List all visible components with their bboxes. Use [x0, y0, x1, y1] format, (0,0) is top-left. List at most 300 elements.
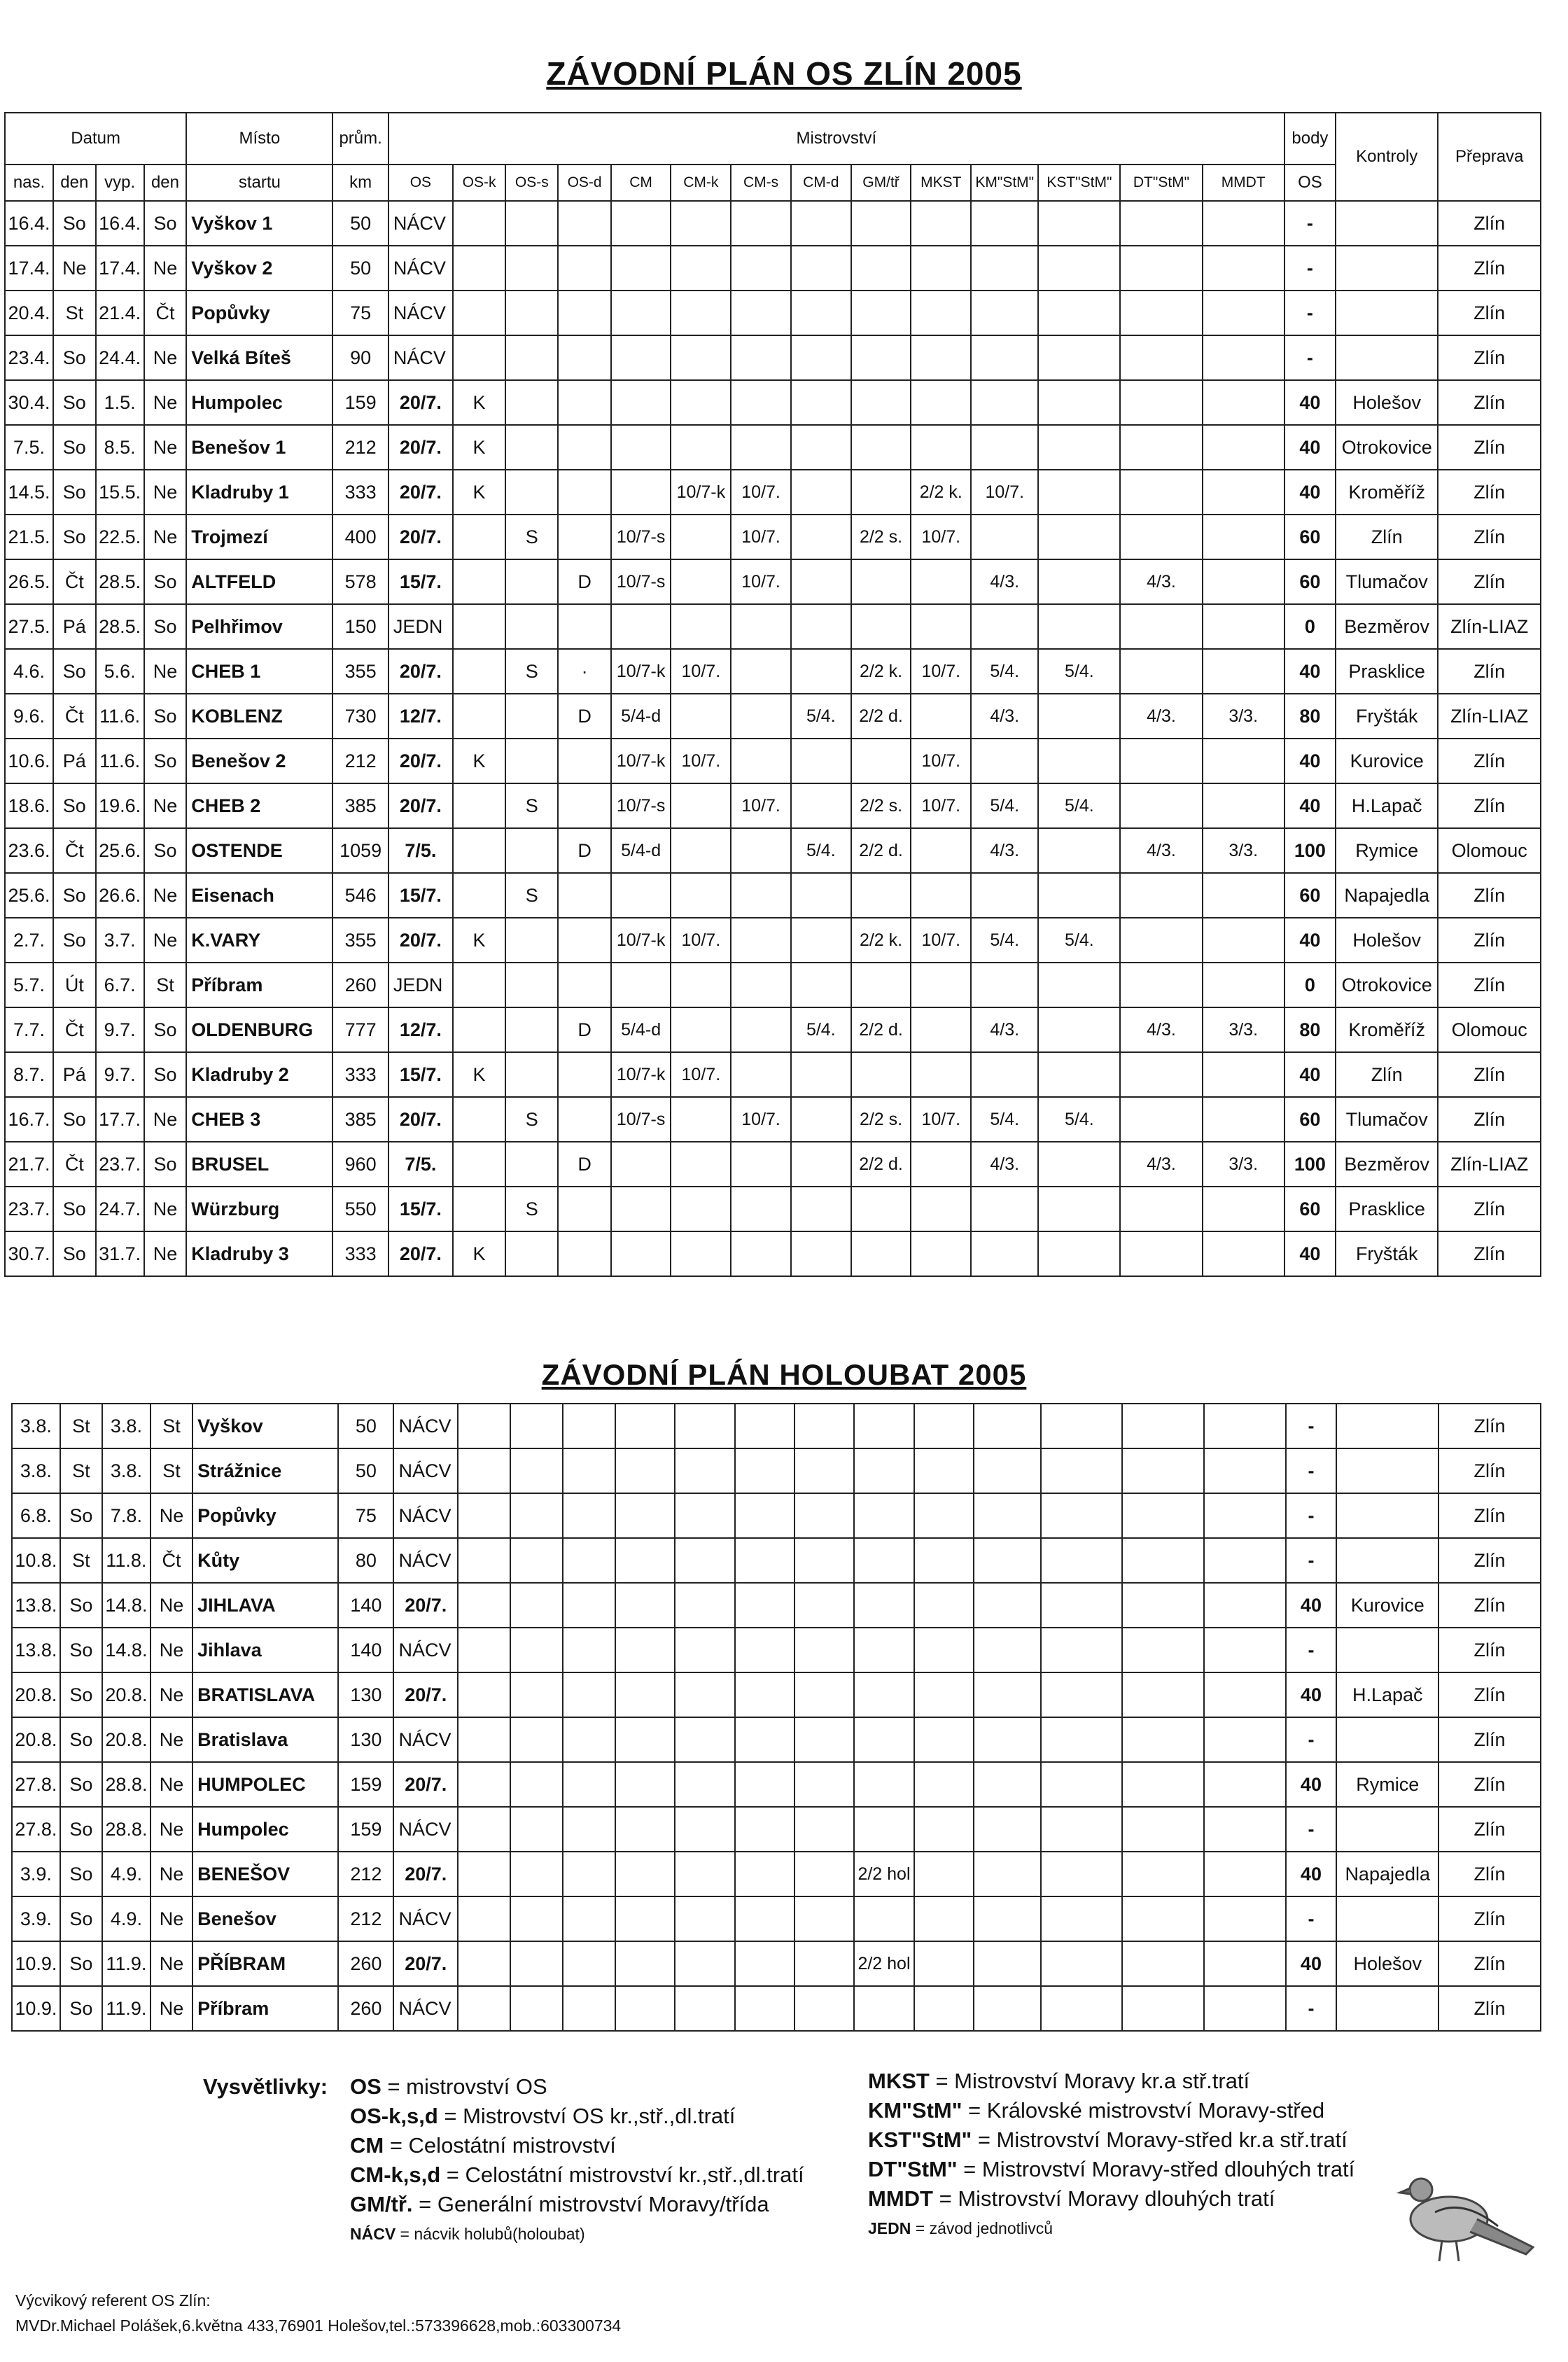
cell-os-k	[453, 1142, 505, 1187]
cell-den-vyp: Ne	[150, 1628, 192, 1672]
cell-kst-stm	[1041, 1628, 1123, 1672]
cell-cm-d	[791, 335, 851, 380]
cell-place: CHEB 2	[186, 783, 332, 828]
cell-vyp: 3.7.	[96, 918, 144, 963]
footer-contact: MVDr.Michael Polášek,6.května 433,76901 Holešov,tel.:573396628,mob.:603300734	[15, 2316, 622, 2335]
cell-place: Bratislava	[192, 1717, 338, 1762]
cell-kontroly	[1336, 1986, 1438, 2031]
cell-cm-s	[735, 1807, 794, 1852]
table-row	[5, 739, 1541, 783]
cell-cm-s	[731, 649, 791, 694]
cell-nas: 13.8.	[12, 1583, 60, 1628]
cell-den-vyp: Ne	[150, 1852, 192, 1896]
cell-cm-s	[735, 1583, 794, 1628]
cell-place: OSTENDE	[186, 828, 332, 873]
cell-preprava: Zlín	[1438, 1807, 1541, 1852]
cell-os-k	[453, 873, 505, 918]
cell-os-d	[563, 1852, 615, 1896]
cell-place: BRATISLAVA	[192, 1672, 338, 1717]
cell-cm-s	[731, 604, 791, 649]
cell-os: NÁCV	[388, 291, 453, 335]
header-mistrovstvi: Mistrovství	[388, 113, 1284, 165]
cell-mmdt	[1203, 1052, 1284, 1097]
cell-mmdt: 3/3.	[1203, 1007, 1284, 1052]
header-den2: den	[144, 165, 187, 201]
cell-preprava: Zlín	[1438, 649, 1541, 694]
cell-km-stm	[971, 291, 1038, 335]
cell-nas: 3.9.	[12, 1852, 60, 1896]
cell-kontroly: Tlumačov	[1336, 1097, 1438, 1142]
cell-os-d: D	[558, 828, 610, 873]
cell-os-d	[563, 1941, 615, 1986]
cell-nas: 27.5.	[5, 604, 53, 649]
header-col-10: KM"StM"	[971, 165, 1038, 201]
cell-kst-stm	[1041, 1852, 1123, 1896]
cell-cm-d	[791, 918, 851, 963]
cell-gm-tr	[851, 425, 911, 470]
cell-mkst: 10/7.	[911, 649, 971, 694]
cell-os-d	[558, 335, 610, 380]
cell-os-k	[453, 246, 505, 291]
cell-dt-stm	[1122, 1493, 1204, 1538]
cell-mkst: 10/7.	[911, 739, 971, 783]
cell-nas: 9.6.	[5, 694, 53, 739]
legend-desc: = Mistrovství Moravy-střed kr.a stř.tratí	[972, 2127, 1348, 2152]
cell-kontroly	[1336, 246, 1438, 291]
cell-mmdt	[1203, 604, 1284, 649]
cell-place: ALTFELD	[186, 559, 332, 604]
cell-dt-stm: 4/3.	[1120, 828, 1202, 873]
cell-cm-s	[735, 1762, 794, 1807]
cell-place: CHEB 1	[186, 649, 332, 694]
cell-mmdt	[1204, 1628, 1286, 1672]
cell-kontroly: Prasklice	[1336, 1187, 1438, 1231]
cell-nas: 23.7.	[5, 1187, 53, 1231]
cell-mmdt	[1203, 335, 1284, 380]
cell-os: 20/7.	[388, 739, 453, 783]
cell-den-nas: So	[53, 201, 96, 246]
cell-place: Popůvky	[186, 291, 332, 335]
cell-cm	[611, 1231, 671, 1276]
cell-body: 60	[1284, 873, 1336, 918]
cell-os: 20/7.	[388, 425, 453, 470]
cell-km: 550	[332, 1187, 388, 1231]
cell-preprava: Zlín	[1438, 1448, 1541, 1493]
cell-dt-stm	[1120, 470, 1202, 515]
cell-os-d	[563, 1404, 615, 1448]
cell-preprava: Zlín	[1438, 425, 1541, 470]
cell-body: -	[1284, 201, 1336, 246]
cell-os-k: K	[453, 380, 505, 425]
cell-den-vyp: St	[150, 1448, 192, 1493]
cell-os-d	[563, 1448, 615, 1493]
cell-nas: 20.8.	[12, 1717, 60, 1762]
cell-body: -	[1284, 246, 1336, 291]
cell-os: 12/7.	[388, 694, 453, 739]
table-row	[12, 1538, 1541, 1583]
cell-cm-d	[794, 1986, 854, 2031]
cell-mmdt	[1204, 1807, 1286, 1852]
cell-body: 40	[1286, 1941, 1337, 1986]
cell-mmdt	[1203, 783, 1284, 828]
cell-kst-stm	[1038, 963, 1120, 1007]
cell-dt-stm	[1122, 1852, 1204, 1896]
cell-cm-k	[675, 1538, 734, 1583]
cell-kontroly: Zlín	[1336, 1052, 1438, 1097]
cell-nas: 4.6.	[5, 649, 53, 694]
cell-os-d	[563, 1762, 615, 1807]
cell-kontroly	[1336, 291, 1438, 335]
cell-cm-s	[735, 1717, 794, 1762]
cell-gm-tr	[854, 1493, 913, 1538]
table-row	[5, 425, 1541, 470]
legend-key: OS	[350, 2074, 382, 2099]
cell-preprava: Zlín	[1438, 1896, 1541, 1941]
cell-place: Vyškov 2	[186, 246, 332, 291]
cell-km-stm	[971, 739, 1038, 783]
cell-preprava: Zlín-LIAZ	[1438, 1142, 1541, 1187]
cell-vyp: 17.4.	[96, 246, 144, 291]
cell-gm-tr	[854, 1628, 913, 1672]
cell-den-nas: So	[60, 1583, 102, 1628]
cell-nas: 5.7.	[5, 963, 53, 1007]
cell-km: 960	[332, 1142, 388, 1187]
cell-cm-k: 10/7.	[671, 649, 731, 694]
cell-mmdt	[1203, 963, 1284, 1007]
cell-den-nas: Čt	[53, 1142, 96, 1187]
cell-cm	[611, 873, 671, 918]
cell-kst-stm: 5/4.	[1038, 918, 1120, 963]
cell-body: 80	[1284, 1007, 1336, 1052]
cell-vyp: 28.8.	[102, 1807, 150, 1852]
cell-preprava: Zlín	[1438, 1628, 1541, 1672]
cell-os-d	[558, 873, 610, 918]
cell-nas: 3.9.	[12, 1896, 60, 1941]
cell-preprava: Zlín	[1438, 783, 1541, 828]
young-title: ZÁVODNÍ PLÁN HOLOUBAT 2005	[541, 1358, 1027, 1391]
cell-km: 333	[332, 1231, 388, 1276]
table-row	[5, 1097, 1541, 1142]
cell-os-s	[505, 425, 558, 470]
cell-dt-stm	[1122, 1762, 1204, 1807]
cell-place: K.VARY	[186, 918, 332, 963]
table-row	[5, 246, 1541, 291]
cell-mmdt	[1203, 470, 1284, 515]
legend-key: JEDN	[868, 2219, 911, 2237]
cell-mmdt	[1203, 201, 1284, 246]
cell-mmdt	[1204, 1717, 1286, 1762]
header-col-8: GM/tř	[851, 165, 911, 201]
cell-nas: 17.4.	[5, 246, 53, 291]
cell-cm-d	[794, 1807, 854, 1852]
cell-km: 355	[332, 649, 388, 694]
cell-gm-tr: 2/2 d.	[851, 694, 911, 739]
cell-kst-stm	[1038, 380, 1120, 425]
cell-body: 80	[1284, 694, 1336, 739]
cell-cm-d	[791, 291, 851, 335]
cell-cm-k	[671, 291, 731, 335]
cell-cm-k	[675, 1852, 734, 1896]
cell-os-k	[453, 649, 505, 694]
cell-cm-d	[791, 963, 851, 1007]
cell-os-s	[505, 1231, 558, 1276]
table-row	[12, 1896, 1541, 1941]
cell-os-s	[510, 1448, 563, 1493]
cell-os-k	[458, 1896, 510, 1941]
cell-kontroly: Prasklice	[1336, 649, 1438, 694]
cell-kontroly	[1336, 1404, 1438, 1448]
cell-cm-d	[791, 649, 851, 694]
cell-kst-stm	[1038, 1187, 1120, 1231]
cell-den-vyp: Čt	[144, 291, 187, 335]
cell-den-vyp: Ne	[150, 1896, 192, 1941]
cell-den-vyp: Ne	[144, 380, 187, 425]
cell-place: OLDENBURG	[186, 1007, 332, 1052]
cell-vyp: 8.5.	[96, 425, 144, 470]
cell-km-stm: 10/7.	[971, 470, 1038, 515]
header-col-13: MMDT	[1203, 165, 1284, 201]
cell-body: 60	[1284, 1097, 1336, 1142]
cell-os-s	[505, 1007, 558, 1052]
cell-km-stm: 5/4.	[971, 649, 1038, 694]
cell-cm-d	[794, 1538, 854, 1583]
cell-mkst	[911, 1052, 971, 1097]
cell-nas: 10.6.	[5, 739, 53, 783]
cell-km-stm	[974, 1941, 1041, 1986]
cell-os-s	[505, 291, 558, 335]
cell-mkst: 10/7.	[911, 918, 971, 963]
cell-mkst	[914, 1672, 974, 1717]
cell-body: 100	[1284, 828, 1336, 873]
cell-kontroly: Kurovice	[1336, 1583, 1438, 1628]
cell-cm-k	[671, 963, 731, 1007]
cell-kst-stm	[1038, 739, 1120, 783]
cell-cm-d	[791, 425, 851, 470]
cell-place: Vyškov 1	[186, 201, 332, 246]
cell-nas: 20.8.	[12, 1672, 60, 1717]
cell-os-d: D	[558, 559, 610, 604]
cell-os-k: K	[453, 739, 505, 783]
cell-km: 75	[332, 291, 388, 335]
cell-os: 15/7.	[388, 1187, 453, 1231]
cell-gm-tr	[854, 1672, 913, 1717]
cell-vyp: 9.7.	[96, 1052, 144, 1097]
cell-preprava: Zlín	[1438, 1986, 1541, 2031]
cell-cm-k	[671, 828, 731, 873]
cell-dt-stm	[1120, 1052, 1202, 1097]
cell-os-k	[453, 604, 505, 649]
cell-km: 355	[332, 918, 388, 963]
cell-mkst	[914, 1717, 974, 1762]
cell-dt-stm	[1122, 1583, 1204, 1628]
cell-cm	[611, 380, 671, 425]
cell-cm-d	[791, 380, 851, 425]
cell-cm-s: 10/7.	[731, 1097, 791, 1142]
cell-place: KOBLENZ	[186, 694, 332, 739]
legend-key: NÁCV	[350, 2225, 396, 2243]
cell-nas: 16.7.	[5, 1097, 53, 1142]
legend-desc: = závod jednotlivců	[911, 2219, 1054, 2237]
cell-os-k: K	[453, 425, 505, 470]
cell-vyp: 11.9.	[102, 1986, 150, 2031]
cell-km: 260	[338, 1986, 393, 2031]
cell-vyp: 11.8.	[102, 1538, 150, 1583]
header-body: body	[1284, 113, 1336, 165]
cell-cm-s	[731, 1142, 791, 1187]
cell-den-vyp: Čt	[150, 1538, 192, 1583]
cell-body: 40	[1284, 649, 1336, 694]
table-row	[5, 649, 1541, 694]
header-preprava: Přeprava	[1438, 113, 1541, 201]
cell-os-d	[558, 515, 610, 559]
cell-os-d	[558, 246, 610, 291]
cell-mkst	[911, 201, 971, 246]
cell-cm-k	[675, 1717, 734, 1762]
cell-kontroly: Holešov	[1336, 380, 1438, 425]
cell-cm-k	[671, 604, 731, 649]
cell-km-stm	[971, 873, 1038, 918]
cell-nas: 26.5.	[5, 559, 53, 604]
cell-kst-stm	[1041, 1493, 1123, 1538]
cell-kontroly: Kroměříž	[1336, 470, 1438, 515]
cell-os: 20/7.	[393, 1762, 458, 1807]
cell-cm-k	[671, 1097, 731, 1142]
cell-cm-k	[671, 1142, 731, 1187]
cell-km: 260	[338, 1941, 393, 1986]
cell-os-s	[510, 1404, 563, 1448]
cell-den-vyp: Ne	[144, 783, 187, 828]
cell-cm-s	[735, 1986, 794, 2031]
header-col-3: OS-d	[558, 165, 610, 201]
cell-nas: 10.9.	[12, 1941, 60, 1986]
cell-mkst	[911, 828, 971, 873]
cell-os-k	[453, 828, 505, 873]
cell-preprava: Zlín	[1438, 1493, 1541, 1538]
table-row	[5, 515, 1541, 559]
cell-cm-s	[735, 1404, 794, 1448]
cell-os-s	[505, 201, 558, 246]
cell-os-k	[453, 1007, 505, 1052]
cell-cm	[615, 1807, 675, 1852]
cell-km: 50	[338, 1448, 393, 1493]
cell-cm	[611, 291, 671, 335]
cell-km-stm	[974, 1493, 1041, 1538]
legend-key: CM-k,s,d	[350, 2162, 441, 2187]
cell-kontroly: Rymice	[1336, 828, 1438, 873]
cell-cm-s	[731, 291, 791, 335]
cell-os-d	[558, 425, 610, 470]
cell-body: 40	[1284, 739, 1336, 783]
cell-cm-s	[731, 1187, 791, 1231]
cell-os-d	[558, 1231, 610, 1276]
cell-km-stm	[971, 963, 1038, 1007]
cell-body: -	[1284, 291, 1336, 335]
header-prum: prům.	[332, 113, 388, 165]
cell-kst-stm	[1038, 425, 1120, 470]
cell-den-nas: So	[53, 335, 96, 380]
cell-cm	[611, 1187, 671, 1231]
cell-kst-stm	[1041, 1762, 1123, 1807]
cell-preprava: Zlín	[1438, 470, 1541, 515]
cell-os-s	[510, 1986, 563, 2031]
cell-os-k	[458, 1852, 510, 1896]
cell-os: NÁCV	[393, 1807, 458, 1852]
cell-body: -	[1286, 1986, 1337, 2031]
cell-body: 40	[1284, 783, 1336, 828]
cell-mkst: 2/2 k.	[911, 470, 971, 515]
cell-den-nas: Ne	[53, 246, 96, 291]
cell-km-stm	[974, 1404, 1041, 1448]
cell-cm-s: 10/7.	[731, 559, 791, 604]
cell-cm: 5/4-d	[611, 828, 671, 873]
cell-mmdt	[1203, 649, 1284, 694]
cell-preprava: Olomouc	[1438, 828, 1541, 873]
cell-os: 12/7.	[388, 1007, 453, 1052]
cell-mmdt	[1204, 1986, 1286, 2031]
cell-mmdt	[1203, 1231, 1284, 1276]
footer	[15, 2288, 621, 2338]
cell-os-d	[563, 1583, 615, 1628]
cell-km-stm	[974, 1538, 1041, 1583]
cell-os-k	[453, 1187, 505, 1231]
cell-km: 1059	[332, 828, 388, 873]
cell-place: Humpolec	[192, 1807, 338, 1852]
cell-cm-s	[731, 739, 791, 783]
cell-mkst	[911, 246, 971, 291]
cell-os-k: K	[453, 470, 505, 515]
cell-vyp: 1.5.	[96, 380, 144, 425]
cell-place: Velká Bíteš	[186, 335, 332, 380]
cell-kst-stm	[1038, 1052, 1120, 1097]
cell-os: NÁCV	[393, 1717, 458, 1762]
cell-den-vyp: Ne	[150, 1986, 192, 2031]
cell-km-stm: 4/3.	[971, 1007, 1038, 1052]
cell-kst-stm	[1041, 1896, 1123, 1941]
cell-cm-d	[791, 604, 851, 649]
table-row	[12, 1448, 1541, 1493]
cell-km: 385	[332, 783, 388, 828]
header-col-5: CM-k	[671, 165, 731, 201]
cell-os: 20/7.	[388, 1097, 453, 1142]
legend-key: MKST	[868, 2069, 930, 2093]
cell-os-s	[510, 1807, 563, 1852]
cell-den-vyp: Ne	[144, 649, 187, 694]
cell-mmdt	[1204, 1941, 1286, 1986]
cell-nas: 23.4.	[5, 335, 53, 380]
cell-dt-stm	[1120, 380, 1202, 425]
legend-desc: = Celostátní mistrovství	[384, 2133, 616, 2158]
cell-os-d	[558, 470, 610, 515]
cell-os: 20/7.	[388, 1231, 453, 1276]
cell-dt-stm: 4/3.	[1120, 559, 1202, 604]
cell-den-nas: So	[60, 1896, 102, 1941]
cell-kontroly	[1336, 1896, 1438, 1941]
cell-os: NÁCV	[393, 1493, 458, 1538]
cell-cm-k	[671, 1007, 731, 1052]
header-nas: nas.	[5, 165, 53, 201]
cell-vyp: 19.6.	[96, 783, 144, 828]
cell-place: Humpolec	[186, 380, 332, 425]
cell-preprava: Zlín	[1438, 1187, 1541, 1231]
legend-desc: = Mistrovství OS kr.,stř.,dl.tratí	[438, 2104, 736, 2128]
cell-mkst	[911, 1007, 971, 1052]
cell-preprava: Zlín-LIAZ	[1438, 604, 1541, 649]
cell-os-s	[510, 1852, 563, 1896]
cell-place: Kladruby 2	[186, 1052, 332, 1097]
cell-cm-s	[735, 1896, 794, 1941]
cell-os: 20/7.	[388, 918, 453, 963]
cell-km-stm	[974, 1717, 1041, 1762]
